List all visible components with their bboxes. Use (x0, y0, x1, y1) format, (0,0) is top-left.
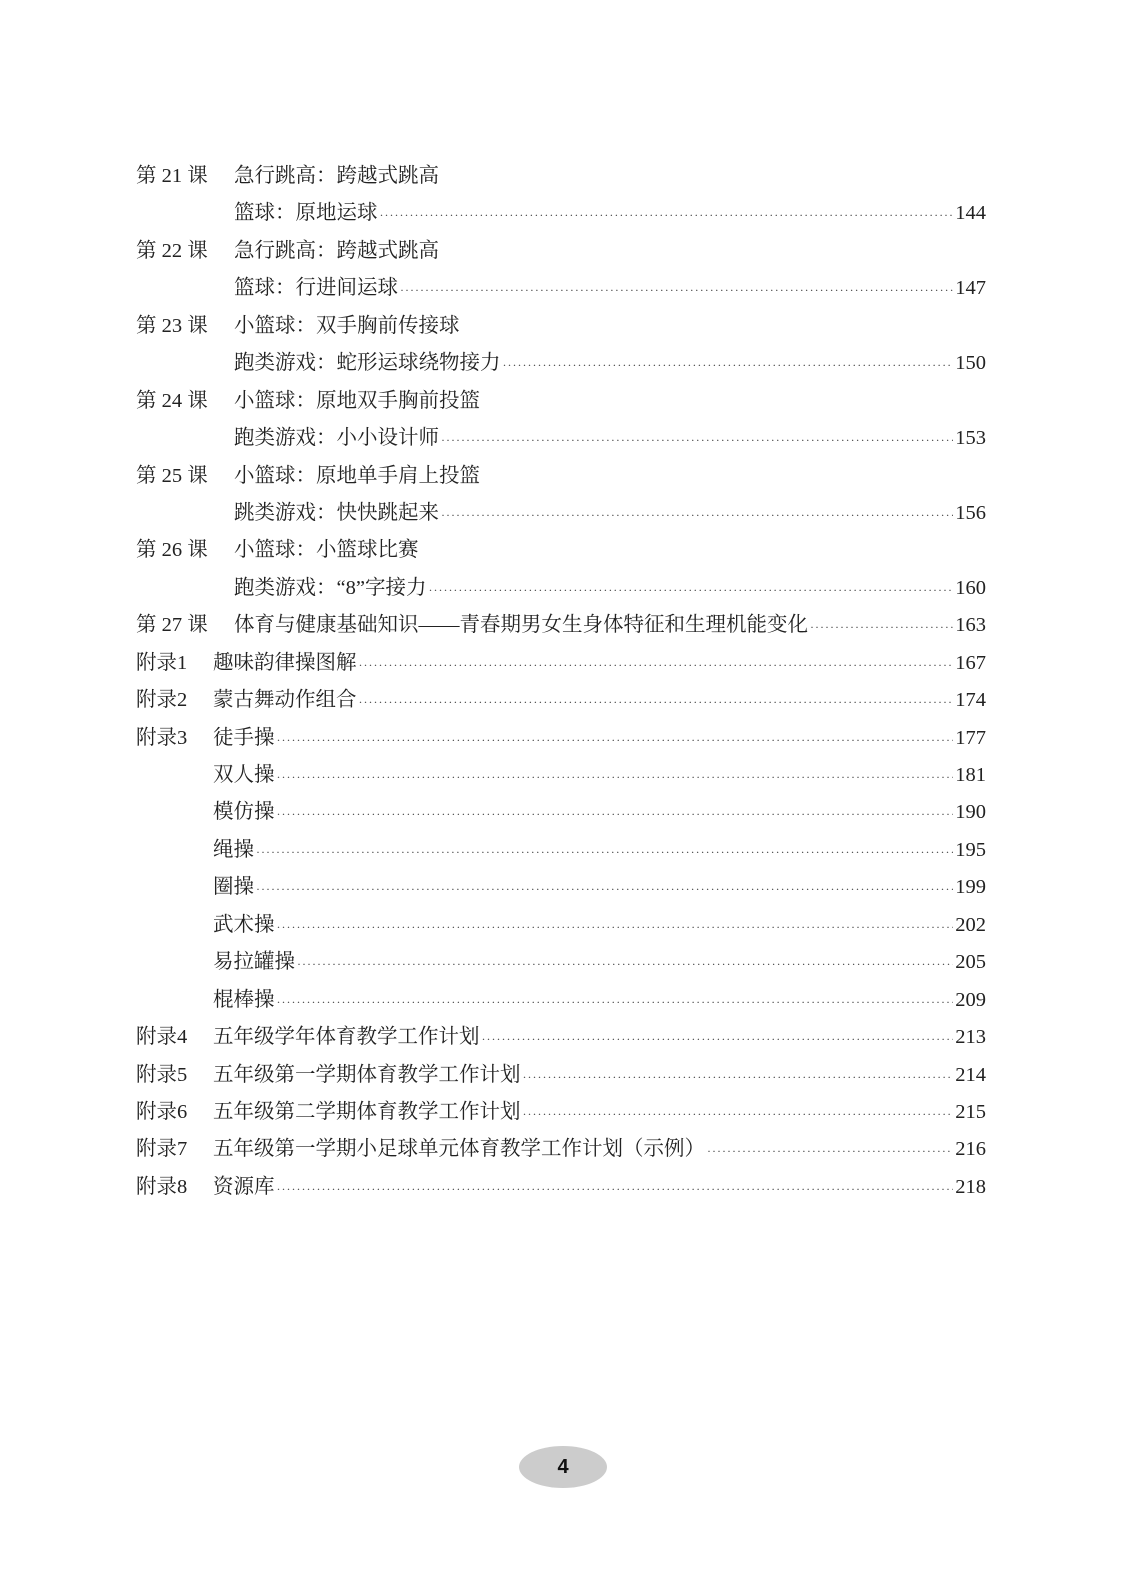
toc-entry-page: 163 (955, 614, 986, 637)
toc-entry-number: 第 24 课 (136, 389, 208, 412)
toc-entry[interactable] (136, 982, 986, 1019)
toc-entry-title: 模仿操 (213, 801, 275, 824)
toc-entry[interactable] (136, 1057, 986, 1094)
toc-entry[interactable] (136, 458, 986, 495)
toc-entry-body (234, 270, 986, 309)
toc-entry-page: 215 (955, 1100, 986, 1123)
toc-entry-body (213, 982, 986, 1021)
toc-entry-body (234, 570, 986, 609)
toc-entry-page: 209 (955, 988, 986, 1011)
toc-entry-title: 五年级学年体育教学工作计划 (213, 1026, 480, 1049)
toc-entry[interactable] (136, 682, 986, 719)
toc-entry-page: 181 (955, 764, 986, 786)
dot-leader (256, 871, 953, 908)
toc-entry-body (234, 458, 986, 495)
dot-leader (297, 946, 953, 983)
toc-entry-title: 五年级第一学期体育教学工作计划 (213, 1063, 521, 1086)
toc-entry-page: 213 (955, 1026, 986, 1049)
dot-leader (810, 609, 953, 646)
toc-entry[interactable] (136, 233, 986, 270)
toc-entry[interactable] (136, 383, 986, 420)
toc-entry-page: 205 (955, 951, 986, 974)
toc-entry-body (234, 532, 986, 569)
toc-entry-body (213, 832, 986, 871)
toc-entry-body (213, 1131, 986, 1170)
toc-entry[interactable] (136, 308, 986, 345)
toc-entry-page: 218 (955, 1175, 986, 1198)
toc-entry-body (213, 720, 986, 759)
toc-entry[interactable] (136, 757, 986, 794)
toc-entry[interactable] (136, 607, 986, 644)
toc-entry-number: 附录5 (136, 1063, 188, 1086)
toc-entry[interactable] (136, 1019, 986, 1056)
toc-entry-title: 急行跳高：跨越式跳高 (234, 165, 439, 187)
toc-entry-body (234, 195, 986, 234)
dot-leader (256, 834, 953, 871)
toc-entry[interactable] (136, 794, 986, 831)
toc-entry-page: 195 (955, 838, 986, 861)
toc-entry-body (234, 383, 986, 420)
toc-entry-page: 156 (955, 501, 986, 524)
dot-leader (277, 759, 954, 796)
toc-entry-page: 202 (955, 913, 986, 936)
toc-entry-title: 武术操 (213, 913, 275, 936)
toc-entry-number: 第 26 课 (136, 539, 208, 562)
dot-leader (523, 1096, 954, 1133)
toc-entry[interactable] (136, 907, 986, 944)
toc-entry[interactable] (136, 532, 986, 569)
toc-entry-page: 216 (955, 1138, 986, 1161)
toc-entry-title: 徒手操 (213, 726, 275, 749)
toc-entry[interactable] (136, 645, 986, 682)
toc-entry-title: 急行跳高：跨越式跳高 (234, 239, 439, 262)
toc-entry-body (213, 1169, 986, 1208)
toc-entry-title: 绳操 (213, 838, 254, 861)
dot-leader (441, 497, 953, 534)
toc-entry-title: 圈操 (213, 876, 254, 899)
toc-entry-number: 附录7 (136, 1138, 188, 1161)
toc-entry-number: 附录2 (136, 689, 188, 712)
toc-entry-page: 214 (955, 1063, 986, 1086)
toc-entry-title: 五年级第一学期小足球单元体育教学工作计划（示例） (213, 1138, 705, 1161)
toc-entry-body (213, 869, 986, 908)
toc-entry-page: 150 (955, 352, 986, 375)
toc-entry-title: 五年级第二学期体育教学工作计划 (213, 1100, 521, 1123)
toc-entry-page: 177 (955, 726, 986, 749)
toc-entry-title: 跑类游戏：小小设计师 (234, 427, 439, 450)
dot-leader (482, 1021, 954, 1058)
toc-entry-page: 153 (955, 427, 986, 450)
toc-entry-title: 棍棒操 (213, 988, 275, 1011)
toc-entry-title: 跳类游戏：快快跳起来 (234, 501, 439, 524)
toc-entry-body (213, 757, 986, 796)
toc-entry-title: 小篮球：双手胸前传接球 (234, 314, 460, 337)
dot-leader (277, 909, 954, 946)
toc-entry[interactable] (136, 570, 986, 607)
toc-entry-number: 第 27 课 (136, 614, 208, 637)
toc-entry-title: 跑类游戏：“8”字接力 (234, 576, 427, 599)
toc-entry[interactable] (136, 195, 986, 232)
dot-leader (277, 796, 954, 833)
toc-entry[interactable] (136, 345, 986, 382)
dot-leader (441, 422, 953, 459)
toc-entry[interactable] (136, 1094, 986, 1131)
dot-leader (359, 647, 954, 684)
toc-entry-body (213, 1094, 986, 1133)
toc-entry-title: 小篮球：原地单手肩上投篮 (234, 464, 480, 487)
toc-entry-number: 第 21 课 (136, 165, 208, 187)
toc-entry-body (213, 944, 986, 983)
toc-entry-number: 第 25 课 (136, 464, 208, 487)
toc-entry-body (234, 495, 986, 534)
toc-entry-body (213, 682, 986, 721)
dot-leader (428, 572, 953, 609)
toc-entry[interactable] (136, 869, 986, 906)
toc-entry-body (213, 1057, 986, 1096)
toc-entry[interactable] (136, 420, 986, 457)
page-number-badge: 4 (519, 1446, 607, 1488)
toc-entry-number: 附录8 (136, 1175, 188, 1198)
toc-entry[interactable] (136, 495, 986, 532)
toc-entry-number: 附录4 (136, 1026, 188, 1049)
toc-entry-title: 跑类游戏：蛇形运球绕物接力 (234, 352, 501, 375)
toc-entry-page: 144 (955, 202, 986, 225)
dot-leader (523, 1059, 954, 1096)
dot-leader (400, 272, 953, 309)
toc-entry-title: 小篮球：原地双手胸前投篮 (234, 389, 480, 412)
toc-entry-number: 附录6 (136, 1100, 188, 1123)
toc-entry[interactable] (136, 1131, 986, 1168)
toc-entry-body (234, 158, 986, 195)
toc-entry-body (213, 794, 986, 833)
toc-entry[interactable] (136, 720, 986, 757)
toc-entry-body (213, 1019, 986, 1058)
toc-entry-title: 体育与健康基础知识——青春期男女生身体特征和生理机能变化 (234, 614, 808, 637)
toc-entry-body (213, 907, 986, 946)
toc-entry-number: 第 23 课 (136, 314, 208, 337)
toc-entry-body (234, 233, 986, 270)
toc-entry-title: 蒙古舞动作组合 (213, 689, 357, 712)
toc-entry[interactable] (136, 158, 986, 195)
toc-entry-number: 附录1 (136, 651, 188, 674)
toc-entry-body (213, 645, 986, 684)
toc-entry-page: 160 (955, 576, 986, 599)
toc-entry-body (234, 607, 986, 646)
toc-entry[interactable] (136, 270, 986, 307)
toc-entry-number: 第 22 课 (136, 239, 208, 262)
toc-entry-title: 双人操 (213, 764, 275, 786)
toc-entry-page: 174 (955, 689, 986, 712)
dot-leader (707, 1133, 953, 1170)
toc-entry-page: 147 (955, 277, 986, 300)
toc-entry-page: 199 (955, 876, 986, 899)
toc-entry[interactable] (136, 1169, 986, 1206)
toc-entry[interactable] (136, 832, 986, 869)
dot-leader (277, 1171, 954, 1208)
toc-entry-title: 小篮球：小篮球比赛 (234, 539, 419, 562)
table-of-contents (136, 158, 986, 1206)
toc-entry-number: 附录3 (136, 726, 188, 749)
toc-entry-title: 趣味韵律操图解 (213, 651, 357, 674)
dot-leader (277, 984, 954, 1021)
toc-entry-title: 篮球：行进间运球 (234, 277, 398, 300)
toc-entry-title: 易拉罐操 (213, 951, 295, 974)
toc-entry-title: 篮球：原地运球 (234, 202, 378, 225)
toc-entry-body (234, 420, 986, 459)
toc-entry-title: 资源库 (213, 1175, 275, 1198)
toc-entry-body (234, 345, 986, 384)
dot-leader (503, 347, 954, 384)
dot-leader (380, 197, 954, 234)
toc-entry-page: 190 (955, 801, 986, 824)
toc-entry-page: 167 (955, 651, 986, 674)
toc-entry-body (234, 308, 986, 345)
toc-entry[interactable] (136, 944, 986, 981)
dot-leader (359, 684, 954, 721)
dot-leader (277, 722, 954, 759)
